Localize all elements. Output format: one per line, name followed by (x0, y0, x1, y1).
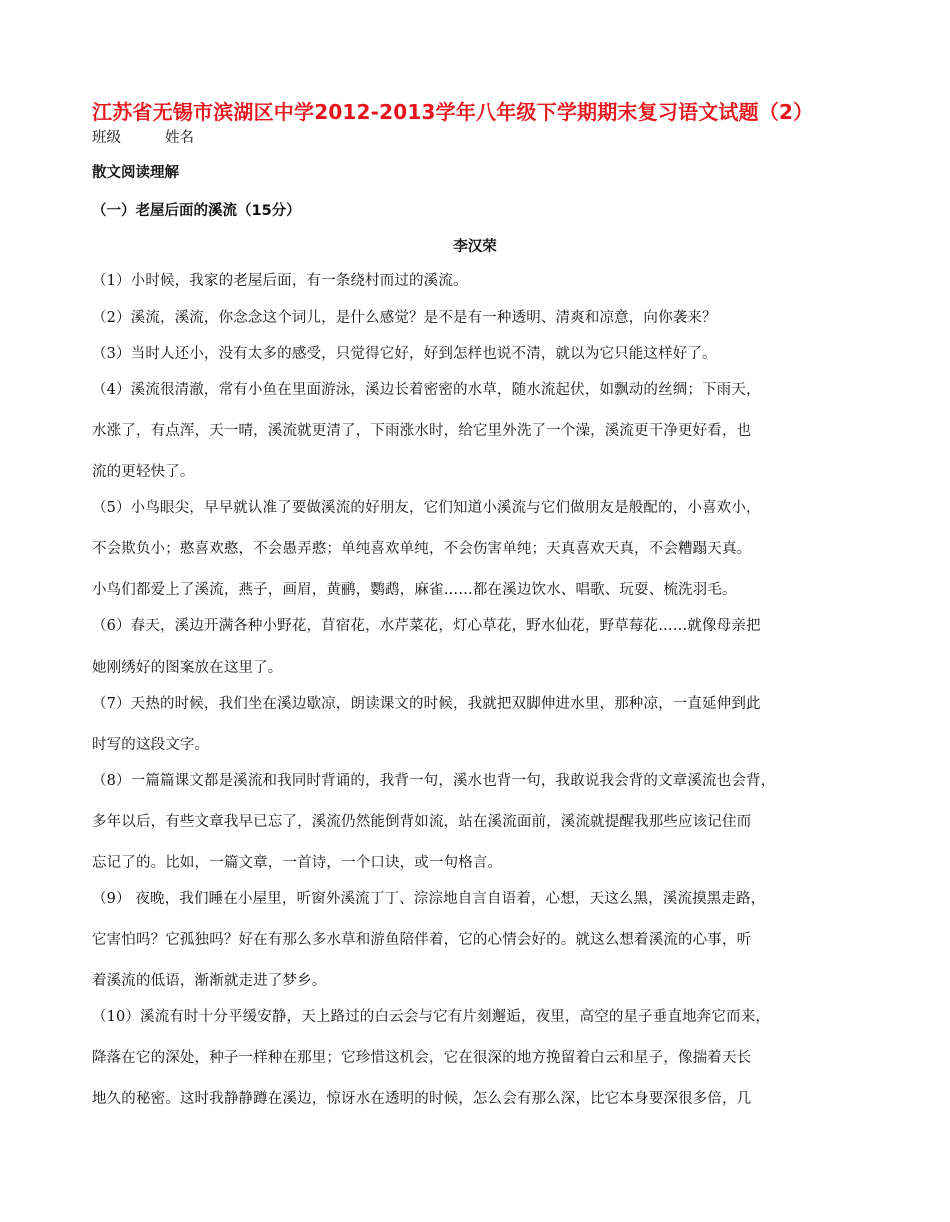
text-line: 多年以后，有些文章我早已忘了，溪流仍然能倒背如流，站在溪流面前，溪流就提醒我那些应该记住而 (92, 814, 752, 830)
text-line: 不会欺负小；憨喜欢憨，不会愚弄憨；单纯喜欢单纯，不会伤害单纯；天真喜欢天真，不会糟蹋天真。 (92, 541, 752, 557)
section-heading: 散文阅读理解 (92, 165, 179, 181)
name-label: 姓名 (165, 130, 194, 146)
text-line: （4）溪流很清澈，常有小鱼在里面游泳，溪边长着密密的水草，随水流起伏，如飘动的丝绸；下雨天， (92, 382, 761, 398)
text-line: 时写的这段文字。 (92, 737, 210, 753)
text-line: 小鸟们都爱上了溪流，燕子，画眉，黄鹂，鹦鹉，麻雀……都在溪边饮水、唱歌、玩耍、梳洗羽毛。 (92, 582, 737, 598)
author-name: 李汉荣 (453, 239, 497, 255)
text-line: 流的更轻快了。 (92, 464, 195, 480)
text-line: （1）小时候，我家的老屋后面，有一条绕村而过的溪流。 (92, 273, 468, 289)
text-line: （6）春天，溪边开满各种小野花，苜宿花，水芹菜花，灯心草花，野水仙花，野草莓花……就像母亲把 (92, 618, 761, 634)
text-line: （7）天热的时候，我们坐在溪边歇凉，朗读课文的时候，我就把双脚伸进水里，那种凉，一直延伸到此 (92, 696, 761, 712)
text-line: 她刚绣好的图案放在这里了。 (92, 660, 283, 676)
text-line: （2）溪流，溪流，你念念这个词儿，是什么感觉？是不是有一种透明、清爽和凉意，向你袭来？ (92, 310, 717, 326)
text-line: 忘记了的。比如，一篇文章，一首诗，一个口诀，或一句格言。 (92, 855, 503, 871)
document-title: 江苏省无锡市滨湖区中学2012-2013学年八年级下学期期末复习语文试题（2） (92, 100, 814, 124)
text-line: （5）小鸟眼尖，早早就认准了要做溪流的好朋友，它们知道小溪流与它们做朋友是般配的，小喜欢小， (92, 500, 761, 516)
text-line: （9） 夜晚，我们睡在小屋里，听窗外溪流丁丁、淙淙地自言自语着，心想，天这么黑，溪流摸黑走路， (92, 891, 766, 907)
passage-heading: （一）老屋后面的溪流（15分） (92, 203, 301, 219)
text-line: （3）当时人还小，没有太多的感受，只觉得它好，好到怎样也说不清，就以为它只能这样好了。 (92, 346, 717, 362)
text-line: 降落在它的深处，种子一样种在那里；它珍惜这机会，它在很深的地方挽留着白云和星子，像揣着天长 (92, 1050, 752, 1066)
text-line: 它害怕吗？它孤独吗？好在有那么多水草和游鱼陪伴着，它的心情会好的。就这么想着溪流的心事，听 (92, 932, 752, 948)
text-line: （8）一篇篇课文都是溪流和我同时背诵的，我背一句，溪水也背一句，我敢说我会背的文章溪流也会背， (92, 773, 776, 789)
text-line: 水涨了，有点浑，天一晴，溪流就更清了，下雨涨水时，给它里外洗了一个澡，溪流更干净更好看，也 (92, 423, 752, 439)
text-line: 地久的秘密。这时我静静蹲在溪边，惊讶水在透明的时候，怎么会有那么深，比它本身要深很多倍，几 (92, 1091, 752, 1107)
text-line: 着溪流的低语，渐渐就走进了梦乡。 (92, 973, 327, 989)
text-line: （10）溪流有时十分平缓安静，天上路过的白云会与它有片刻邂逅，夜里，高空的星子垂直地奔它而来， (92, 1009, 770, 1025)
class-label: 班级 (92, 130, 121, 146)
student-info-row (92, 128, 194, 148)
